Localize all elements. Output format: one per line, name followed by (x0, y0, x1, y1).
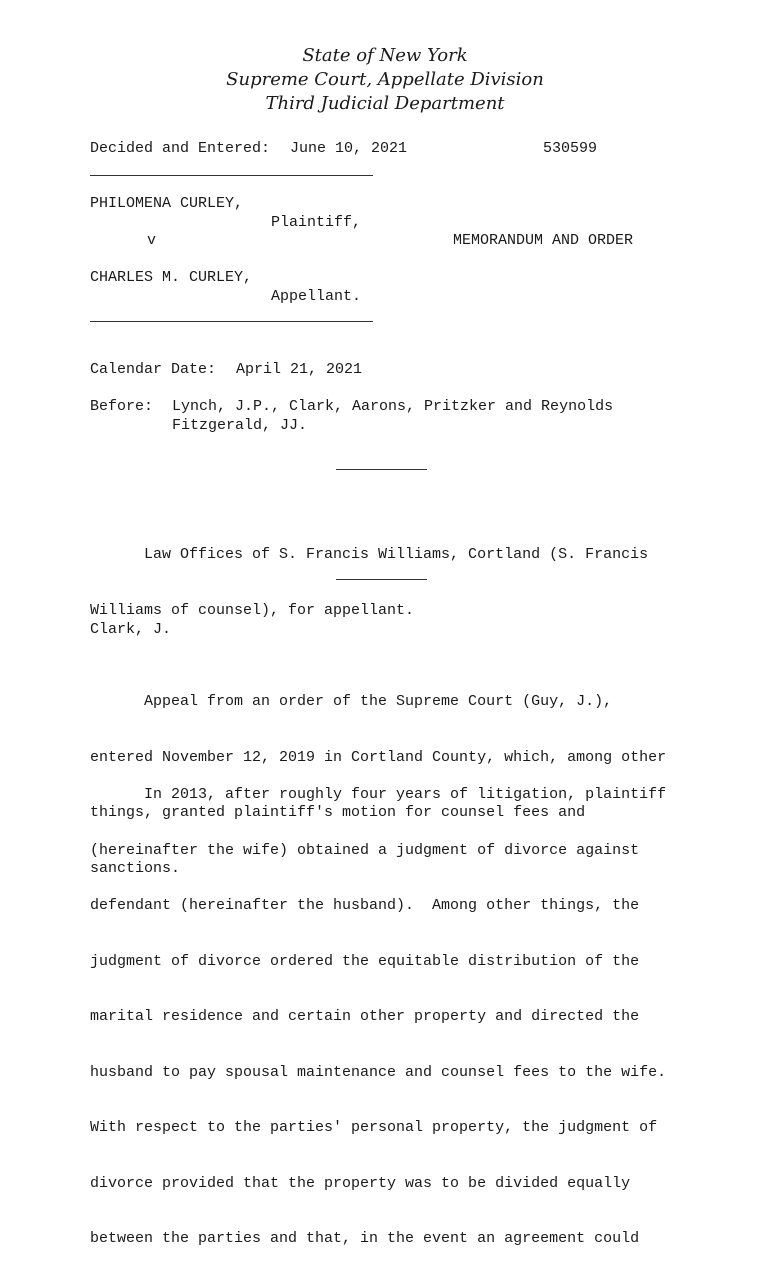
counsel-line: Law Offices of S. Francis Williams, Cortland (S. Francis (90, 546, 649, 563)
court-division: Supreme Court, Appellate Division (226, 69, 544, 90)
calendar-date: April 21, 2021 (236, 361, 363, 378)
paragraph-line: entered November 12, 2019 in Cortland County, which, among other (90, 748, 667, 766)
decided-date: June 10, 2021 (290, 140, 408, 157)
before-label: Before: (90, 398, 154, 415)
opinion-paragraph-2 (90, 749, 690, 1286)
paragraph-line: divorce provided that the property was to be divided equally (90, 1174, 631, 1192)
paragraph-line: judgment of divorce ordered the equitable distribution of the (90, 952, 640, 970)
paragraph-line: Appeal from an order of the Supreme Court (Guy, J.), (90, 693, 613, 710)
paragraph-line: between the parties and that, in the event an agreement could (90, 1230, 640, 1247)
paragraph-line: things, granted plaintiff's motion for counsel fees and (90, 804, 586, 821)
paragraph-line: sanctions. (90, 859, 181, 877)
versus: v (147, 232, 157, 249)
opinion-author: Clark, J. (90, 621, 172, 638)
paragraph-line: With respect to the parties' personal property, the judgment of (90, 1119, 658, 1136)
before-judges-line1: Lynch, J.P., Clark, Aarons, Pritzker and Reynolds (172, 398, 614, 415)
document-type: MEMORANDUM AND ORDER (453, 232, 634, 249)
paragraph-line: husband to pay spousal maintenance and counsel fees to the wife. (90, 1063, 667, 1081)
appellant-name: CHARLES M. CURLEY, (90, 269, 253, 286)
docket-number: 530599 (543, 140, 598, 157)
calendar-label: Calendar Date: (90, 361, 217, 378)
counsel-paragraph (90, 509, 690, 657)
counsel-line: Williams of counsel), for appellant. (90, 601, 415, 619)
court-department: Third Judicial Department (265, 93, 505, 114)
plaintiff-name: PHILOMENA CURLEY, (90, 195, 244, 212)
before-judges-line2: Fitzgerald, JJ. (172, 417, 308, 434)
appellant-role: Appellant. (271, 288, 362, 305)
paragraph-line: (hereinafter the wife) obtained a judgment of divorce against (90, 841, 640, 859)
separator-rule-2 (336, 579, 427, 580)
caption-top-rule (90, 175, 373, 176)
court-header (0, 44, 770, 116)
decided-label: Decided and Entered: (90, 140, 271, 157)
court-state: State of New York (302, 45, 468, 66)
plaintiff-role: Plaintiff, (271, 214, 362, 231)
separator-rule-1 (336, 469, 427, 470)
paragraph-line: marital residence and certain other property and directed the (90, 1008, 640, 1025)
caption-bottom-rule (90, 321, 373, 322)
paragraph-line: defendant (hereinafter the husband). Among other things, the (90, 897, 640, 914)
paragraph-line: In 2013, after roughly four years of litigation, plaintiff (90, 786, 667, 803)
